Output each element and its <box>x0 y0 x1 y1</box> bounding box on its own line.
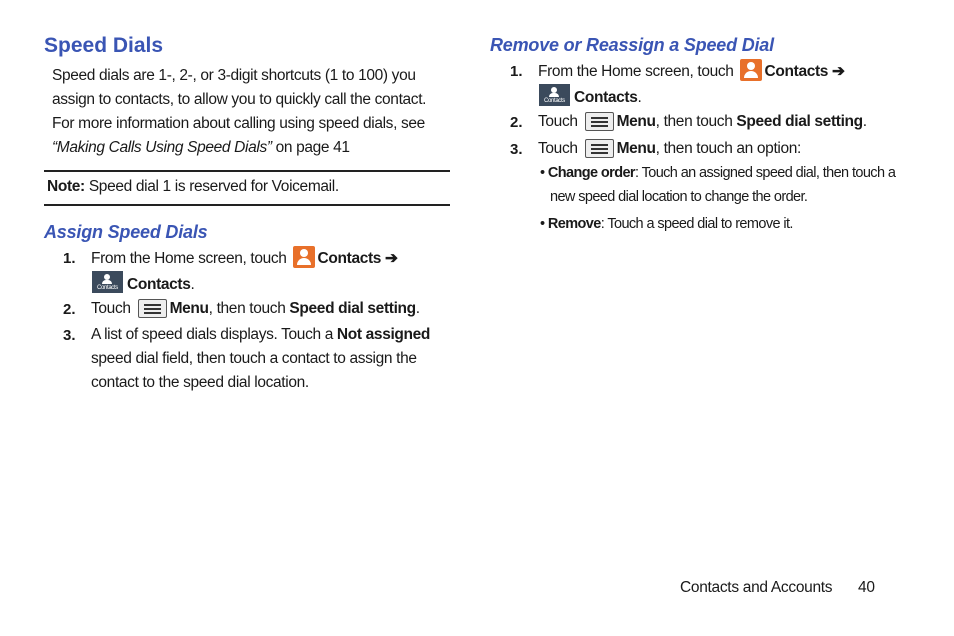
step-text: . <box>190 276 195 293</box>
more-info-paragraph <box>52 112 425 160</box>
contacts-tab-icon <box>92 271 123 293</box>
step-text: From the Home screen, touch <box>91 250 291 267</box>
contacts-tab-label: Contacts <box>127 276 191 293</box>
step-number: 1. <box>63 250 76 267</box>
menu-label: Menu <box>616 140 656 157</box>
step-text: Touch <box>91 300 135 317</box>
page-number: 40 <box>858 579 875 596</box>
speed-dial-setting-label: Speed dial setting <box>289 300 416 317</box>
intro-line-2: assign to contacts, to allow you to quickly call the contact. <box>52 91 427 108</box>
step-number: 2. <box>510 114 523 131</box>
contacts-app-icon <box>293 246 315 268</box>
bullet-text: : Touch a speed dial to remove it. <box>600 216 793 232</box>
contacts-tab-label: Contacts <box>574 89 638 106</box>
remove-step-1 <box>538 59 845 110</box>
step-text: speed dial field, then touch a contact to assign the <box>91 350 417 367</box>
step-text: . <box>415 300 420 317</box>
step-text: From the Home screen, touch <box>538 63 738 80</box>
remove-step-3 <box>538 137 801 161</box>
note-bottom-rule <box>44 204 450 206</box>
contacts-tab-icon-label: Contacts <box>97 285 118 291</box>
step-number: 1. <box>510 63 523 80</box>
menu-key-icon <box>585 139 614 158</box>
step-text: Touch <box>538 113 582 130</box>
assign-step-2 <box>91 297 420 321</box>
step-text: contact to the speed dial location. <box>91 374 309 391</box>
contacts-tab-icon-label: Contacts <box>544 98 565 104</box>
step-text: . <box>862 113 867 130</box>
menu-key-icon <box>138 299 167 318</box>
contacts-app-icon <box>740 59 762 81</box>
bullet-text: new speed dial location to change the order. <box>550 189 808 205</box>
intro-paragraph <box>52 64 426 112</box>
contacts-label: Contacts ➔ <box>317 250 398 267</box>
change-order-label: Change order <box>547 165 635 181</box>
step-text: , then touch <box>655 113 737 130</box>
step-number: 2. <box>63 301 76 318</box>
section-heading-remove: Remove or Reassign a Speed Dial <box>490 35 774 55</box>
note-text: Speed dial 1 is reserved for Voicemail. <box>84 178 339 195</box>
note-top-rule <box>44 170 450 172</box>
menu-label: Menu <box>616 113 656 130</box>
step-text: . <box>637 89 642 106</box>
menu-label: Menu <box>169 300 209 317</box>
step-text: , then touch an option: <box>655 140 802 157</box>
not-assigned-label: Not assigned <box>336 326 431 343</box>
assign-step-3 <box>91 323 430 395</box>
page-title: Speed Dials <box>44 34 164 57</box>
bullet-text: : Touch an assigned speed dial, then touch a <box>634 165 896 181</box>
bullet-mark: • <box>540 165 548 181</box>
speed-dial-setting-label: Speed dial setting <box>736 113 863 130</box>
assign-step-1 <box>91 246 398 297</box>
bullet-remove <box>540 212 793 236</box>
cross-reference-link[interactable]: “Making Calls Using Speed Dials” <box>52 139 272 156</box>
intro-line-1: Speed dials are 1-, 2-, or 3-digit shortcuts (1 to 100) you <box>52 67 416 84</box>
step-text: A list of speed dials displays. Touch a <box>91 326 337 343</box>
more-info-line-1: For more information about calling using speed dials, see <box>52 115 425 132</box>
remove-step-2 <box>538 110 867 134</box>
bullet-change-order <box>540 161 895 209</box>
section-heading-assign: Assign Speed Dials <box>44 222 208 242</box>
footer-section-name: Contacts and Accounts <box>680 579 833 596</box>
page-reference: on page 41 <box>271 139 350 156</box>
remove-label: Remove <box>547 216 601 232</box>
step-number: 3. <box>63 327 76 344</box>
bullet-mark: • <box>540 216 548 232</box>
step-number: 3. <box>510 141 523 158</box>
note-label: Note: <box>47 178 85 195</box>
contacts-label: Contacts ➔ <box>764 63 845 80</box>
note <box>47 175 339 199</box>
contacts-tab-icon <box>539 84 570 106</box>
step-text: , then touch <box>208 300 290 317</box>
step-text: Touch <box>538 140 582 157</box>
menu-key-icon <box>585 112 614 131</box>
